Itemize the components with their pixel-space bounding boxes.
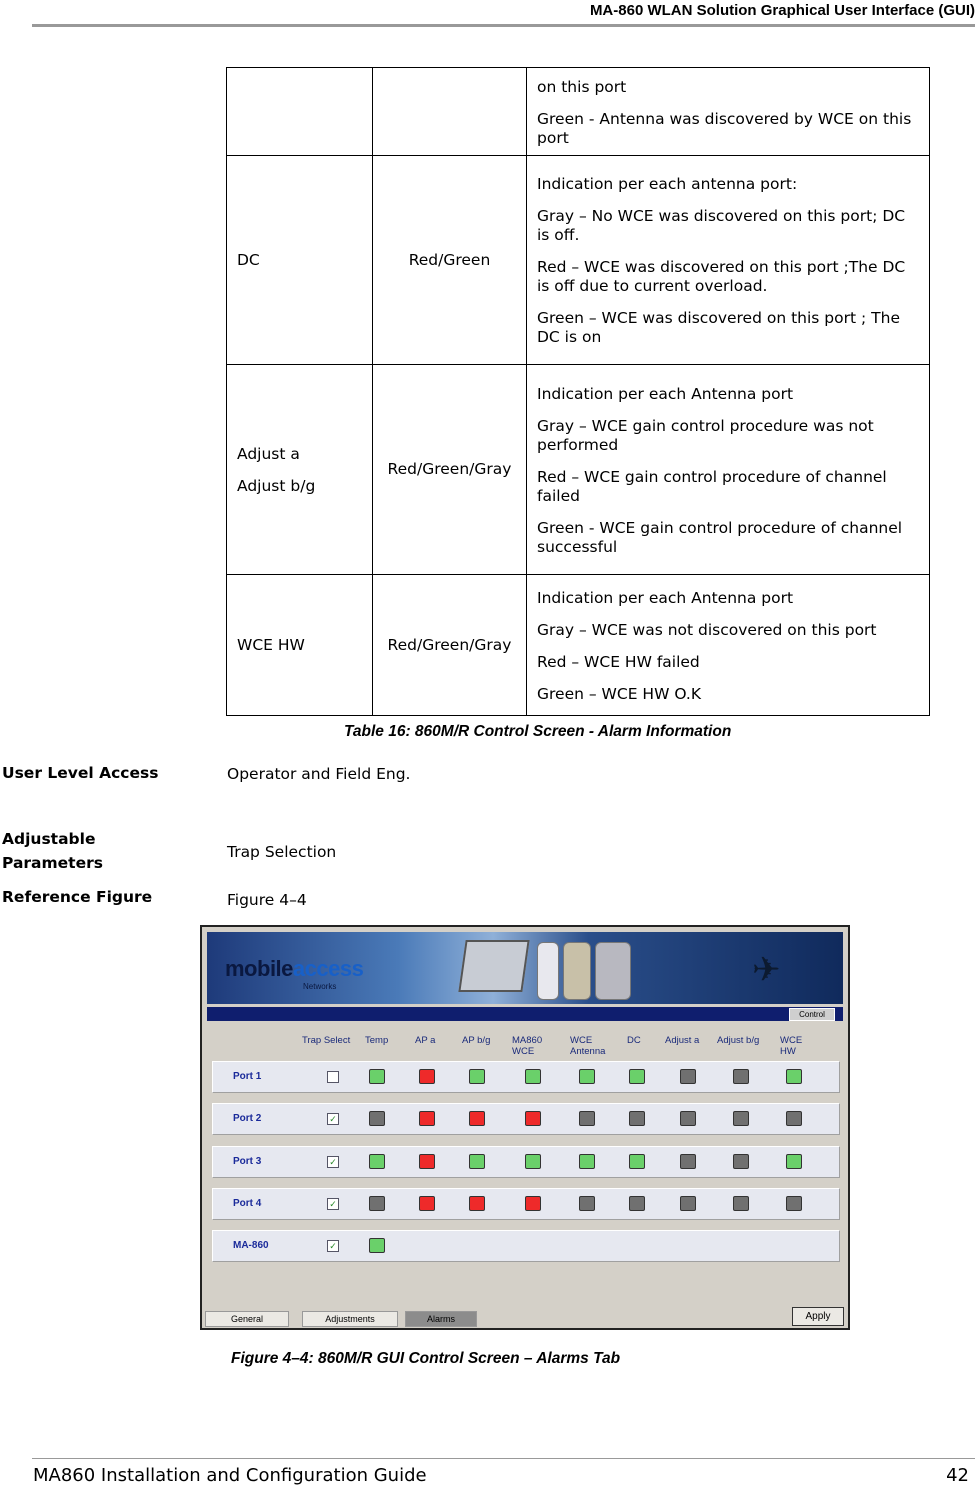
user-level-value: Operator and Field Eng. [227,765,411,783]
status-led-green [525,1069,541,1084]
status-led-gray [786,1111,802,1126]
column-header-line: AP b/g [462,1035,491,1046]
cell-line: Gray – No WCE was discovered on this port; DC is off. [537,207,906,244]
status-led-gray [629,1111,645,1126]
brand-logo [225,956,363,982]
port-row [212,1146,840,1178]
status-led-red [419,1196,435,1211]
cell-line: Red – WCE HW failed [537,652,700,671]
status-led-green [369,1069,385,1084]
logo-sub: Networks [303,982,337,991]
table-row [227,156,930,365]
pda-icon [563,942,591,1000]
column-header-line: HW [780,1046,796,1057]
status-led-red [419,1111,435,1126]
trap-select-checkbox[interactable]: ✓ [327,1156,339,1168]
cell-line: Adjust b/g [237,477,316,495]
port-row [212,1188,840,1220]
status-led-green [469,1069,485,1084]
table-cell [527,575,930,716]
cell-line: Red – WCE was discovered on this port ;The DC is off due to current overload. [537,258,906,295]
page-header-title: MA-860 WLAN Solution Graphical User Interface (GUI) [589,2,975,19]
nav-bar [207,1007,843,1021]
logo-accent: access [292,956,364,981]
status-led-green [786,1154,802,1169]
status-led-gray [680,1069,696,1084]
tab-general[interactable]: General [205,1311,289,1327]
status-led-green [629,1069,645,1084]
column-header-line: WCE [512,1046,535,1057]
table-cell [227,68,373,156]
port-row [212,1230,840,1262]
column-header-line: DC [627,1035,641,1046]
cell-line: Green – WCE was discovered on this port ; The DC is on [537,309,900,346]
adjustable-label-line1: Adjustable [2,830,96,848]
column-header [415,1035,435,1046]
status-led-red [469,1111,485,1126]
status-led-gray [680,1154,696,1169]
table-cell: DC [227,156,373,365]
table-cell [527,156,930,365]
column-header-line: MA860 [512,1035,543,1046]
logo-main: mobile [225,956,293,981]
column-header [717,1035,759,1046]
column-header [570,1035,605,1057]
user-level-label: User Level Access [2,764,159,782]
column-header [302,1035,350,1046]
cell-line: Indication per each Antenna port [537,384,794,403]
port-label[interactable]: Port 4 [233,1198,262,1209]
status-led-gray [733,1069,749,1084]
trap-select-checkbox[interactable] [327,1071,339,1083]
status-led-green [369,1238,385,1253]
cell-line: Green - Antenna was discovered by WCE on this port [537,109,912,147]
cell-line: Indication per each antenna port: [537,175,798,193]
table-cell [527,365,930,575]
trap-select-checkbox[interactable]: ✓ [327,1240,339,1252]
footer-doc-title: MA860 Installation and Configuration Guide [33,1465,427,1486]
status-led-red [469,1196,485,1211]
reference-value: Figure 4–4 [227,891,307,909]
page-number: 42 [946,1465,969,1486]
apply-button[interactable]: Apply [792,1307,844,1326]
port-label[interactable]: Port 2 [233,1113,262,1124]
footer-rule [32,1458,975,1459]
cell-line: Gray – WCE gain control procedure was not performed [537,416,874,454]
table-cell: Red/Green/Gray [373,365,527,575]
column-header-line: Antenna [570,1046,606,1057]
app-banner [207,932,843,1004]
port-label[interactable]: Port 1 [233,1071,262,1082]
column-header-line: WCE [570,1035,593,1046]
status-led-green [369,1154,385,1169]
column-header-line: Adjust b/g [717,1035,760,1046]
table-caption: Table 16: 860M/R Control Screen - Alarm Information [344,723,732,740]
column-header-line: Adjust a [665,1035,700,1046]
status-led-gray [733,1196,749,1211]
column-header-line: WCE [780,1035,803,1046]
table-cell [227,365,373,575]
status-led-gray [629,1196,645,1211]
cell-line: Green – WCE HW O.K [537,684,701,703]
status-led-gray [579,1111,595,1126]
alarm-info-table [226,67,930,716]
reference-label: Reference Figure [2,888,153,906]
tab-alarms[interactable]: Alarms [405,1311,477,1327]
table-row [227,68,930,156]
status-led-gray [680,1111,696,1126]
status-led-green [786,1069,802,1084]
table-row [227,575,930,716]
table-cell [527,68,930,156]
status-led-green [579,1069,595,1084]
status-led-red [419,1069,435,1084]
cell-line: Adjust a [237,445,300,463]
figure-caption: Figure 4–4: 860M/R GUI Control Screen – Alarms Tab [231,1350,621,1367]
column-header [512,1035,542,1057]
status-led-red [525,1111,541,1126]
column-header-line: Trap Select [302,1035,351,1046]
airplane-icon: ✈ [752,951,781,989]
table-cell: Red/Green/Gray [373,575,527,716]
status-led-gray [369,1111,385,1126]
cell-line: Red – WCE gain control procedure of channel failed [537,467,887,505]
handheld-icon [595,942,631,1000]
table-cell: WCE HW [227,575,373,716]
cell-line: on this port [537,77,627,96]
control-button[interactable]: Control [789,1008,835,1021]
table-cell: Red/Green [373,156,527,365]
column-header [665,1035,699,1046]
column-header [627,1035,641,1046]
status-led-green [579,1154,595,1169]
phone-icon [537,942,559,1000]
status-led-gray [680,1196,696,1211]
port-label[interactable]: Port 3 [233,1156,262,1167]
tab-adjustments[interactable]: Adjustments [302,1311,398,1327]
column-header [462,1035,490,1046]
status-led-red [525,1196,541,1211]
cell-line: Indication per each Antenna port [537,588,794,607]
status-led-red [419,1154,435,1169]
port-row [212,1061,840,1093]
status-led-green [629,1154,645,1169]
table-cell [373,68,527,156]
adjustable-label-line2: Parameters [2,854,103,872]
header-rule [32,24,975,27]
column-header-line: AP a [415,1035,436,1046]
column-header [365,1035,388,1046]
gui-screenshot [200,925,850,1330]
status-led-gray [579,1196,595,1211]
status-led-gray [369,1196,385,1211]
column-header-line: Temp [365,1035,389,1046]
status-led-gray [733,1154,749,1169]
cell-line: Gray – WCE was not discovered on this port [537,620,877,639]
trap-select-checkbox[interactable]: ✓ [327,1198,339,1210]
column-header [780,1035,802,1057]
port-row [212,1103,840,1135]
laptop-icon [458,940,529,992]
adjustable-value: Trap Selection [227,843,337,861]
status-led-gray [786,1196,802,1211]
status-led-gray [733,1111,749,1126]
table-row [227,365,930,575]
cell-line: Green - WCE gain control procedure of channel successful [537,518,903,556]
status-led-green [525,1154,541,1169]
trap-select-checkbox[interactable]: ✓ [327,1113,339,1125]
port-label[interactable]: MA-860 [233,1240,269,1251]
status-led-green [469,1154,485,1169]
